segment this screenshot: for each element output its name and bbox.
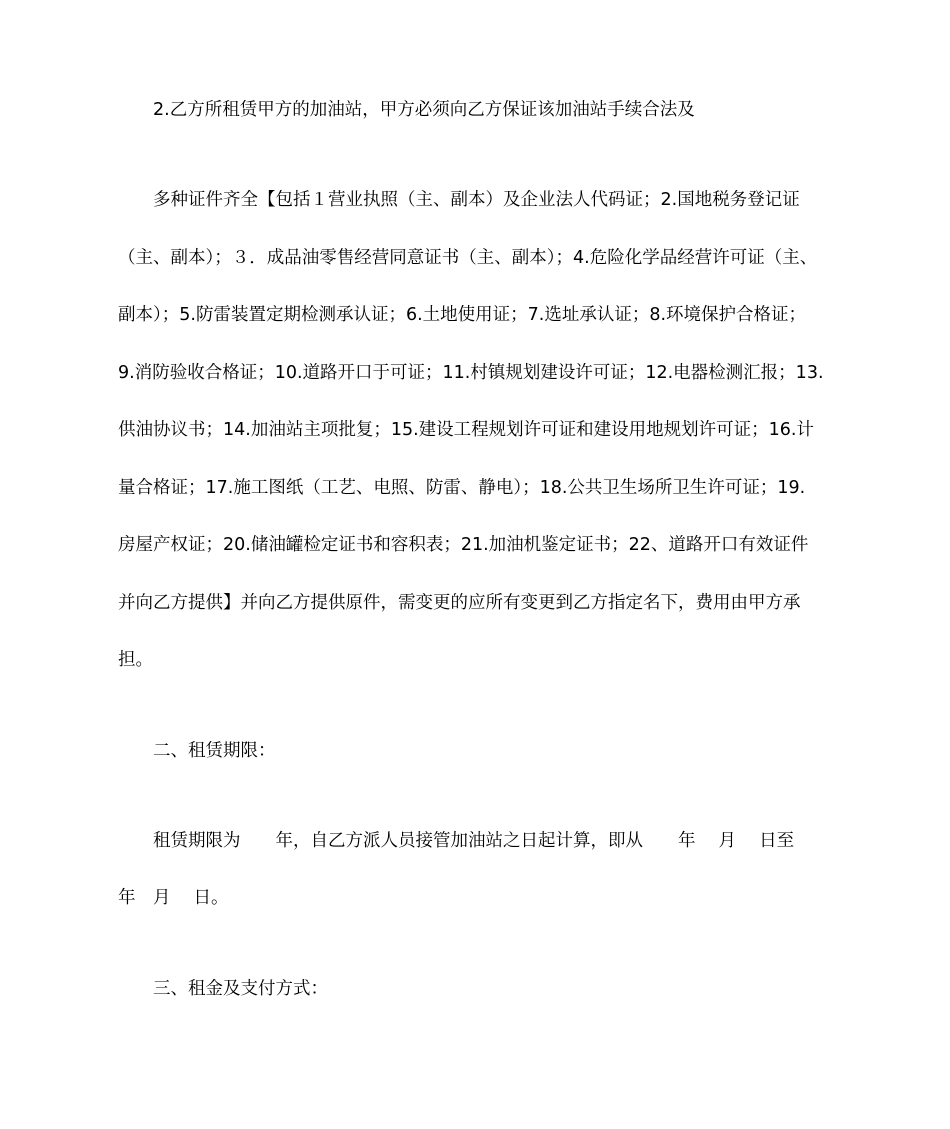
paragraph-line: 供油协议书；14.加油站主项批复；15.建设工程规划许可证和建设用地规划许可证；16.计 (118, 420, 814, 440)
lease-term-text: 年 月 日。 (118, 888, 229, 908)
lease-term-text: 租赁期限为 年，自乙方派人员接管加油站之日起计算，即从 年 月 日至 (153, 831, 795, 851)
paragraph-line: 房屋产权证；20.储油罐检定证书和容积表；21.加油机鉴定证书；22、道路开口有效证件 (118, 535, 809, 555)
paragraph-certificates-intro: 2.乙方所租赁甲方的加油站，甲方必须向乙方保证该加油站手续合法及 (153, 100, 695, 120)
paragraph-line: 担。 (118, 650, 153, 670)
paragraph-line: 并向乙方提供】并向乙方提供原件，需变更的应所有变更到乙方指定名下，费用由甲方承 (118, 593, 801, 613)
paragraph-line: 9.消防验收合格证；10.道路开口于可证；11.村镇规划建设许可证；12.电器检测汇报；13. (118, 363, 824, 383)
paragraph-line: 量合格证；17.施工图纸（工艺、电照、防雷、静电）；18.公共卫生场所卫生许可证；19. (118, 478, 806, 498)
paragraph-line: 副本）；5.防雷装置定期检测承认证；6.土地使用证；7.选址承认证；8.环境保护合格证； (118, 305, 807, 325)
paragraph-line: （主、副本）；３．成品油零售经营同意证书（主、副本）；4.危险化学品经营许可证（主、 (118, 248, 818, 268)
section-heading-lease-term: 二、租赁期限： (153, 741, 276, 761)
paragraph-line: 多种证件齐全【包括１营业执照（主、副本）及企业法人代码证；2.国地税务登记证 (153, 190, 800, 210)
section-heading-rent-payment: 三、租金及支付方式： (153, 979, 328, 999)
